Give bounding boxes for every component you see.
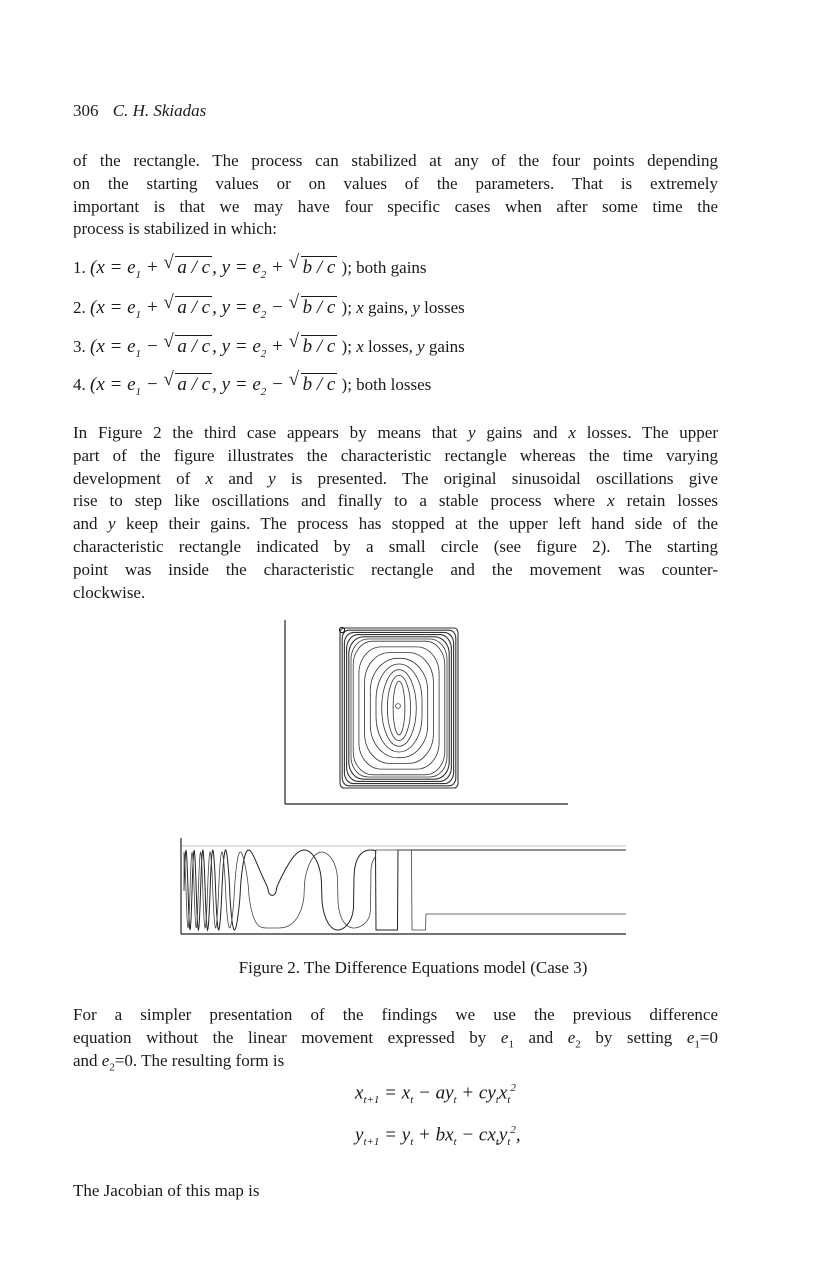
text-line: In Figure 2 the third case appears by means that y gains and x losses. The upper <box>73 423 718 442</box>
equation-y-update: $y_{t+1} = y_t + bx_t - cx_ty_t^2$, <box>355 1124 521 1149</box>
time-series-figure <box>176 836 628 936</box>
series-y-line <box>184 850 626 930</box>
paragraph-3 <box>73 1004 718 1072</box>
case-item: 1. ($x = e_1$ + √ a / c , $y = e_2$ + √ b / c ); both gains <box>73 252 427 281</box>
case-item: 4. ($x = e_1$ − √ a / c , $y = e_2$ − √ b / c ); both losses <box>73 369 432 398</box>
text-line: process is stabilized in which: <box>73 219 277 239</box>
text-line: development of x and y is presented. The original sinusoidal oscillations give <box>73 468 718 488</box>
text-line: and $e_2=0$. The resulting form is <box>73 1050 285 1073</box>
series-x-line <box>184 850 626 930</box>
text-line: of the rectangle. The process can stabilized at any of the four points depending <box>73 151 718 170</box>
case-item: 2. ($x = e_1$ + √ a / c , $y = e_2$ − √ b / c ); x gains, y losses <box>73 292 465 321</box>
text-line: clockwise. <box>73 582 146 602</box>
paragraph-2 <box>73 422 718 604</box>
text-line: rise to step like oscillations and finally to a stable process where x retain losses <box>73 491 718 511</box>
text-line: important is that we may have four specific cases when after some time the <box>73 196 718 216</box>
equation-x-update: $x_{t+1} = x_t - ay_t + cy_tx_t^2$ <box>355 1082 516 1107</box>
case-item: 3. ($x = e_1$ − √ a / c , $y = e_2$ + √ b / c ); x losses, y gains <box>73 331 465 360</box>
running-author: C. H. Skiadas <box>112 101 207 120</box>
text-line: and y keep their gains. The process has stopped at the upper left hand side of the <box>73 514 718 534</box>
text-line: part of the figure illustrates the characteristic rectangle whereas the time varying <box>73 445 718 465</box>
page-number: 306 <box>73 101 99 120</box>
paragraph-1 <box>73 150 718 241</box>
text-line: characteristic rectangle indicated by a small circle (see figure 2). The starting <box>73 536 718 556</box>
text-line: point was inside the characteristic rectangle and the movement was counter- <box>73 559 718 579</box>
center-circle <box>396 704 401 709</box>
text-line: on the starting values or on values of the parameters. That is extremely <box>73 173 718 193</box>
figure-caption: Figure 2. The Difference Equations model (Case 3) <box>238 958 588 977</box>
paragraph-4: The Jacobian of this map is <box>73 1181 260 1200</box>
text-line: For a simpler presentation of the findings we use the previous difference <box>73 1005 718 1024</box>
running-header <box>73 101 206 121</box>
phase-plane-figure <box>280 618 570 810</box>
text-line: equation without the linear movement expressed by $e_1$ and $e_2$ by setting $e_1=0$ <box>73 1027 718 1051</box>
